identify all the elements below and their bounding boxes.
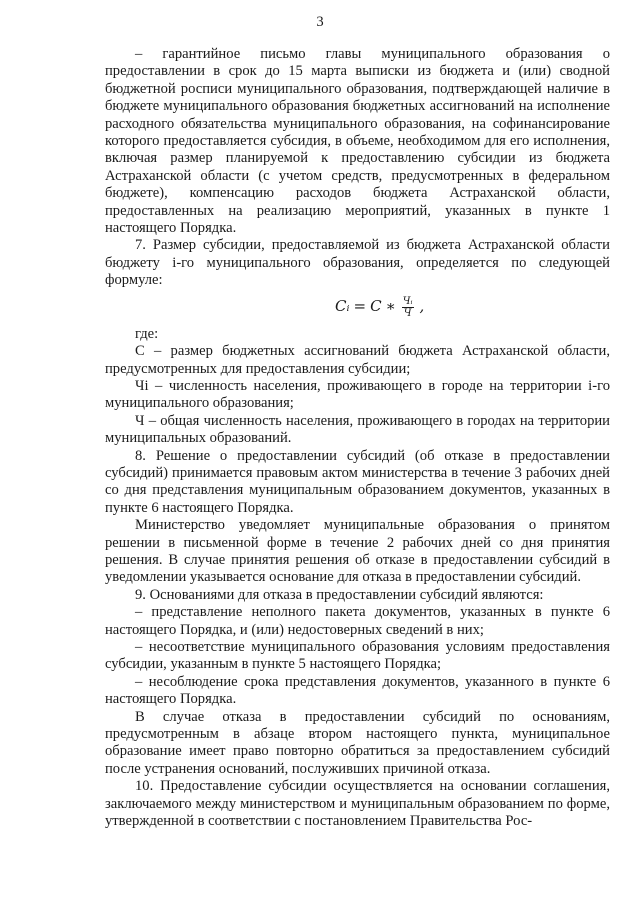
formula-operator: ∗ [385, 297, 396, 316]
paragraph-ground-1: – представление неполного пакета документов, указанных в пункте 6 настоящего Порядка, и (или) недостоверных сведений в них; [105, 604, 610, 638]
paragraph-ground-2: – несоответствие муниципального образования условиям предоставления субсидии, указанным в пункте 5 настоящего Порядка; [105, 639, 610, 673]
paragraph-def-ch: Ч – общая численность населения, проживающего в городах на территории муниципальных образований. [105, 412, 610, 447]
formula-lhs: Cᵢ [335, 297, 350, 316]
paragraph-ministry-notice: Министерство уведомляет муниципальные образования о принятом решении в письменной форме в течение 2 рабочих дней со дня принятия решения. В случае принятия решения об отказе в предоставлении субсидий в уведомлении указывается основание для отказа в предоставлении субсидий. [105, 517, 610, 586]
paragraph-def-chi: Чi – численность населения, проживающего в городе на территории i-го муниципального образования; [105, 377, 610, 412]
formula-equals: = [353, 297, 367, 316]
paragraph-item-10: 10. Предоставление субсидии осуществляется на основании соглашения, заключаемого между министерством и муниципальным образованием по форме, утвержденной в соответствии с постановлением Правительства Рос- [105, 778, 610, 830]
paragraph-refusal-case: В случае отказа в предоставлении субсидий по основаниям, предусмотренным в абзаце втором настоящего пункта, муниципальное образование имеет право повторно обратиться за предоставлением субсидий после устранения оснований, послуживших причиной отказа. [105, 708, 610, 777]
page-number: 3 [316, 14, 324, 30]
formula-expression [335, 296, 424, 319]
paragraph-ground-3: – несоблюдение срока представления документов, указанного в пункте 6 настоящего Порядка. [105, 673, 610, 708]
paragraph-item-9: 9. Основаниями для отказа в предоставлении субсидий являются: [135, 586, 544, 603]
paragraph-guarantee-letter: – гарантийное письмо главы муниципального образования о предоставлении в срок до 15 марта выписки из бюджета и (или) сводной бюджетной росписи муниципального образования, подтверждающей наличие в бюджете муниципального образования бюджетных ассигнований на исполнение расходного обязательства муниципального образования, на софинансирование которого предоставляется субсидия, в объеме, необходимом для его исполнения, включая размер планируемой к предоставлению субсидии из бюджета Астраханской области (с учетом средств, предусмотренных в федеральном бюджете), компенсацию расходов бюджета Астраханской области, предоставленных на реализацию мероприятий, указанных в пункте 1 настоящего Порядка. [105, 46, 610, 237]
formula [105, 290, 610, 326]
formula-tail: , [419, 297, 425, 316]
formula-denominator: Ч [403, 307, 412, 319]
paragraph-item-8: 8. Решение о предоставлении субсидий (об отказе в предоставлении субсидий) принимается правовым актом министерства в течение 3 рабочих дней со дня представления муниципальным образованием документов, указанных в пункте 6 настоящего Порядка. [105, 447, 610, 516]
formula-c: C [370, 297, 382, 316]
paragraph-def-c: С – размер бюджетных ассигнований бюджета Астраханской области, предусмотренных для предоставления субсидии; [105, 343, 610, 377]
formula-numerator: Чᵢ [402, 295, 413, 307]
paragraph-item-7: 7. Размер субсидии, предоставляемой из бюджета Астраханской области бюджету i-го муниципального образования, определяется по следующей формуле: [105, 237, 610, 289]
document-body [105, 46, 610, 830]
formula-fraction [402, 296, 414, 319]
paragraph-where: где: [135, 325, 159, 342]
